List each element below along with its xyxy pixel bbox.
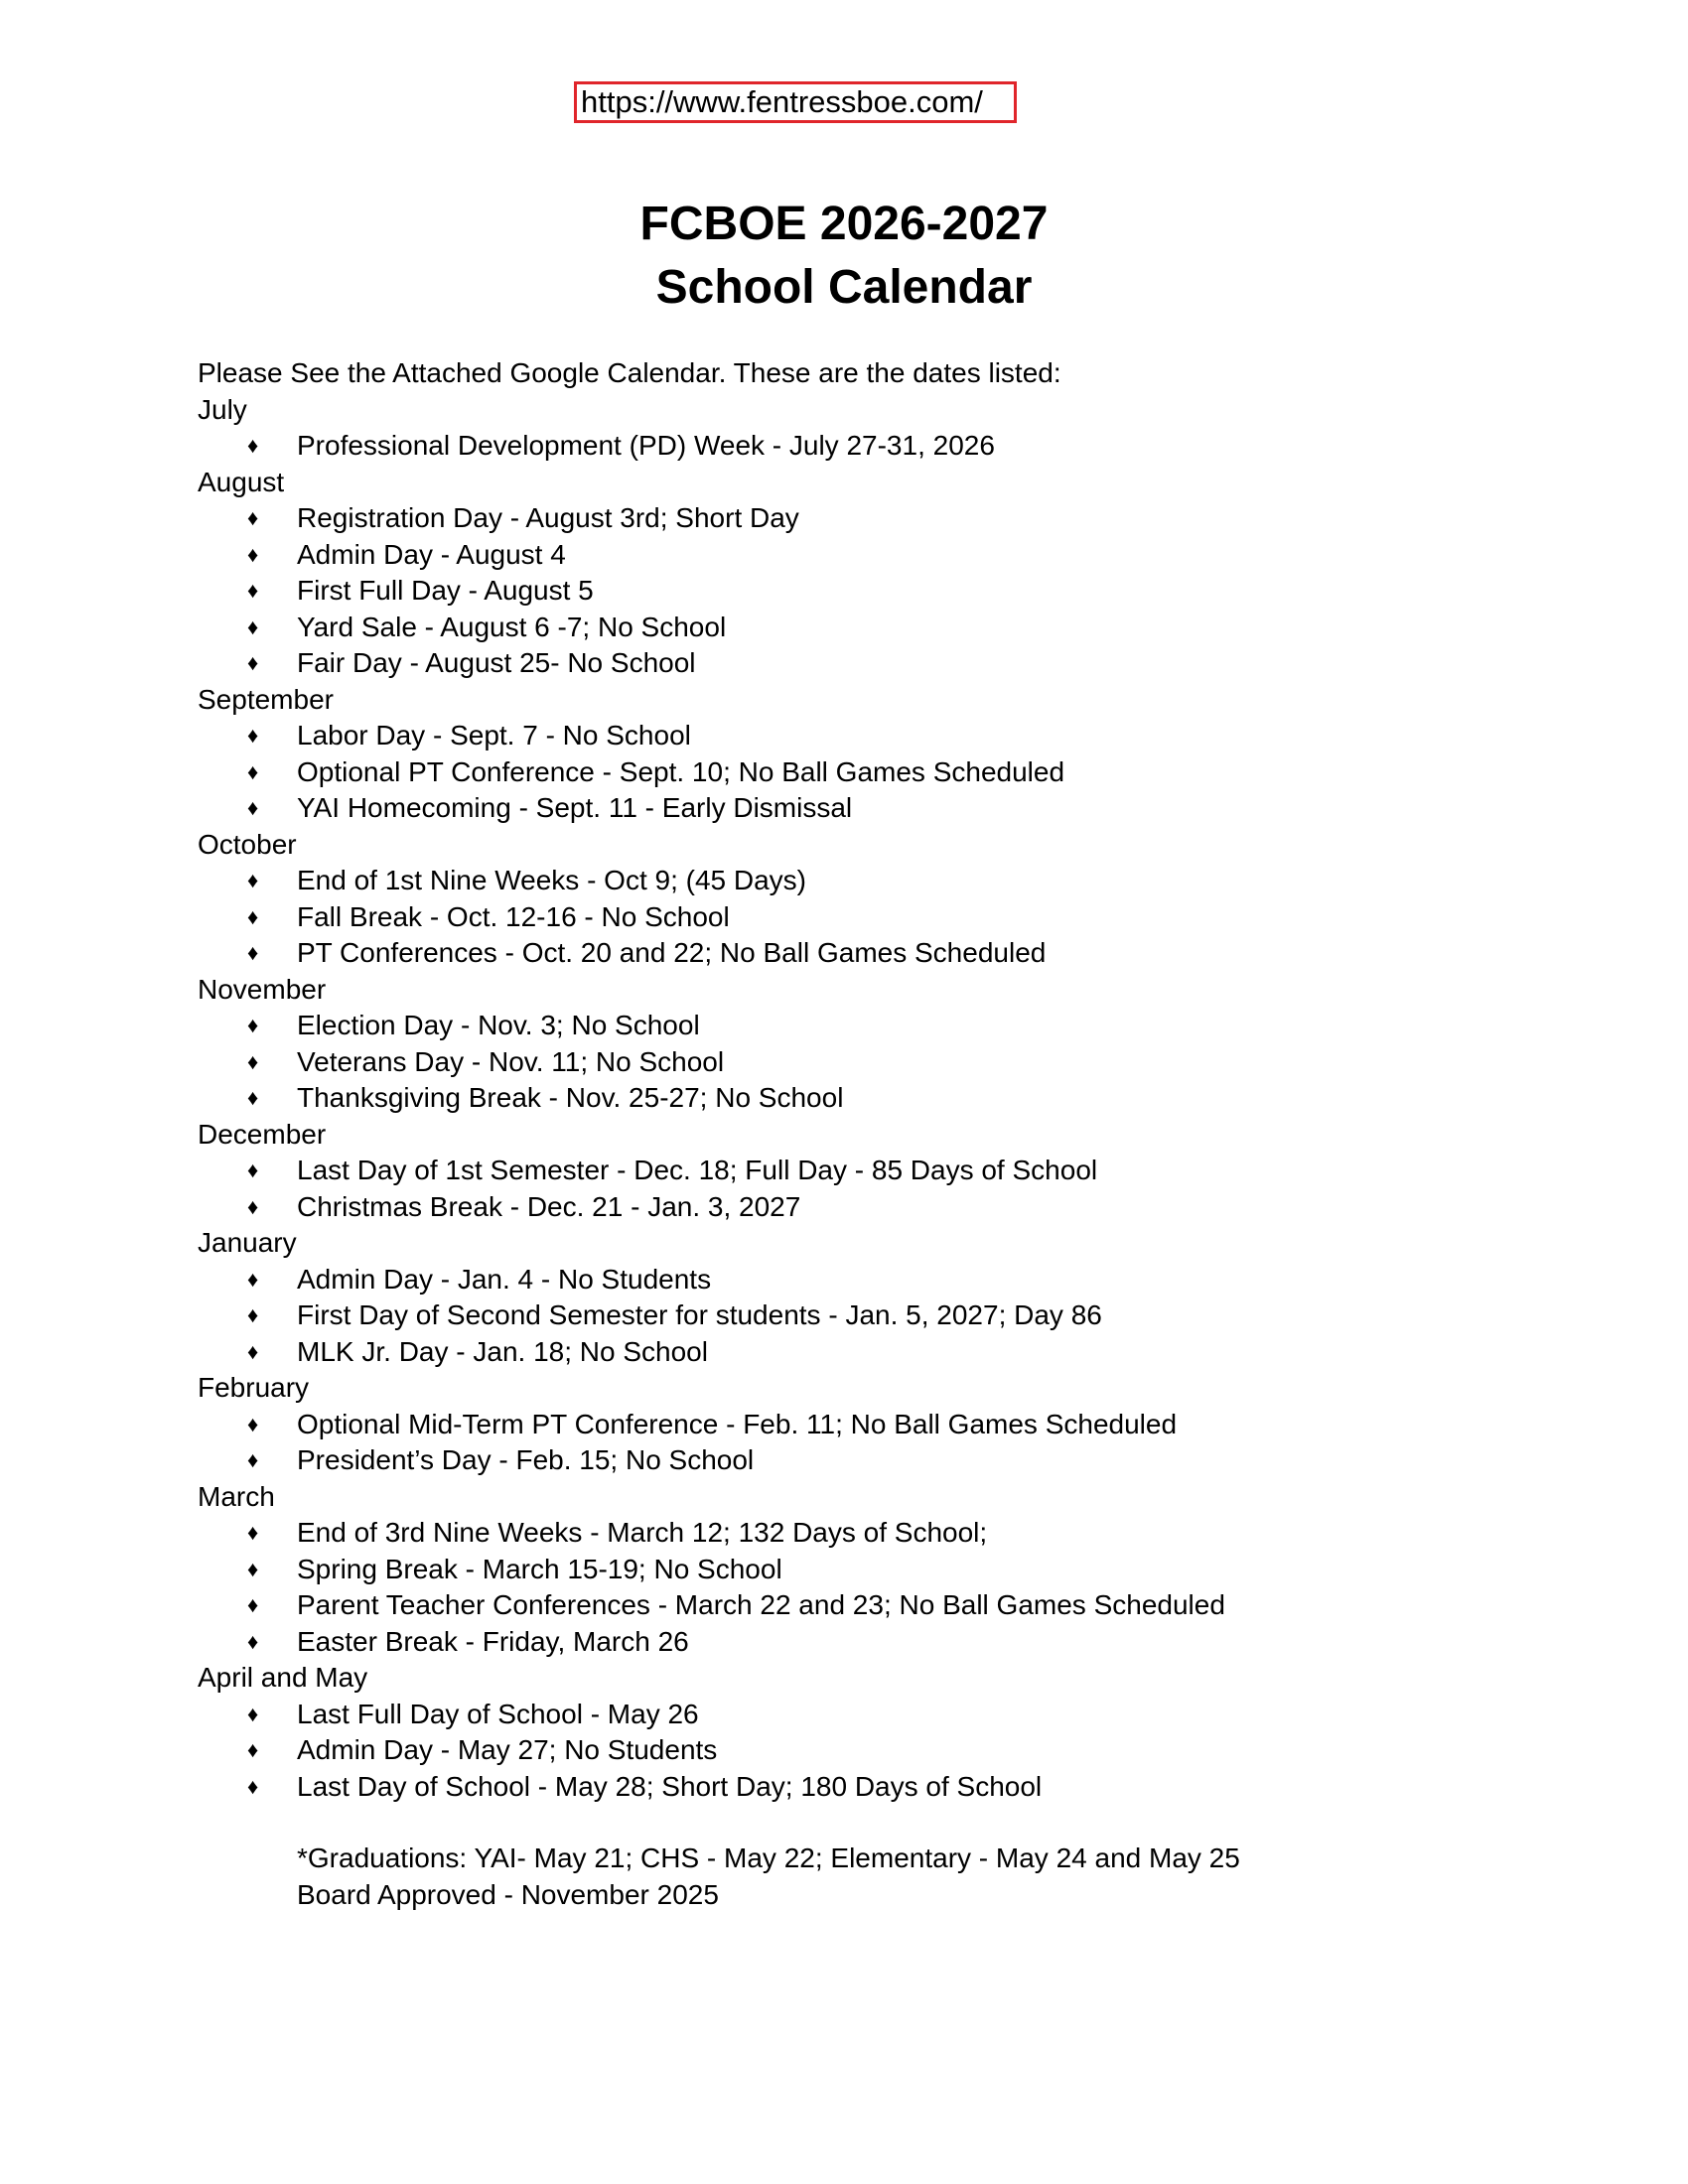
event-item (198, 754, 1588, 791)
page-title (0, 193, 1688, 320)
month-heading: April and May (198, 1662, 368, 1693)
event-item (198, 1442, 1588, 1479)
event-item (198, 863, 1588, 899)
diamond-bullet-icon: ♦ (247, 1628, 259, 1654)
event-text: Admin Day - August 4 (297, 538, 566, 570)
event-text: Professional Development (PD) Week - July 27-31, 2026 (297, 430, 995, 461)
event-text: Last Day of School - May 28; Short Day; 180 Days of School (297, 1770, 1043, 1802)
event-item (198, 1407, 1588, 1443)
diamond-bullet-icon: ♦ (247, 614, 259, 639)
event-list (198, 863, 1588, 972)
event-item (198, 718, 1588, 754)
event-item (198, 1697, 1588, 1733)
month-heading: July (198, 393, 247, 425)
diamond-bullet-icon: ♦ (247, 1447, 259, 1472)
month-heading: January (198, 1227, 297, 1258)
event-item (198, 537, 1588, 574)
event-item (198, 500, 1588, 537)
event-text: Spring Break - March 15-19; No School (297, 1553, 782, 1584)
event-text: Labor Day - Sept. 7 - No School (297, 720, 691, 751)
diamond-bullet-icon: ♦ (247, 1737, 259, 1762)
diamond-bullet-icon: ♦ (247, 1556, 259, 1581)
event-text: YAI Homecoming - Sept. 11 - Early Dismissal (297, 792, 853, 823)
graduations-note: *Graduations: YAI- May 21; CHS - May 22; Elementary - May 24 and May 25 (297, 1843, 1240, 1873)
month-section-march (198, 1479, 1588, 1661)
month-section-august (198, 465, 1588, 682)
event-text: Christmas Break - Dec. 21 - Jan. 3, 2027 (297, 1190, 801, 1222)
diamond-bullet-icon: ♦ (247, 868, 259, 892)
event-list (198, 718, 1588, 827)
footer-notes (198, 1841, 1588, 1913)
event-item (198, 1153, 1588, 1189)
diamond-bullet-icon: ♦ (247, 433, 259, 458)
diamond-bullet-icon: ♦ (247, 1338, 259, 1364)
diamond-bullet-icon: ♦ (247, 1411, 259, 1436)
event-text: Election Day - Nov. 3; No School (297, 1010, 700, 1040)
event-text: Optional Mid-Term PT Conference - Feb. 11; No Ball Games Scheduled (297, 1408, 1178, 1439)
diamond-bullet-icon: ♦ (247, 1013, 259, 1037)
event-item (198, 610, 1588, 646)
diamond-bullet-icon: ♦ (247, 795, 259, 820)
month-heading: August (198, 466, 285, 497)
event-text: Admin Day - Jan. 4 - No Students (297, 1263, 712, 1295)
month-section-february (198, 1370, 1588, 1479)
event-text: MLK Jr. Day - Jan. 18; No School (297, 1335, 708, 1367)
event-list (198, 428, 1588, 465)
month-heading: December (198, 1118, 327, 1150)
month-heading: September (198, 683, 334, 715)
event-text: Veterans Day - Nov. 11; No School (297, 1045, 725, 1077)
diamond-bullet-icon: ♦ (247, 650, 259, 675)
diamond-bullet-icon: ♦ (247, 1193, 259, 1219)
month-heading: March (198, 1480, 275, 1512)
title-line-1: FCBOE 2026-2027 (639, 198, 1049, 250)
diamond-bullet-icon: ♦ (247, 1158, 259, 1182)
event-list (198, 1697, 1588, 1806)
diamond-bullet-icon: ♦ (247, 1520, 259, 1545)
event-item (198, 1587, 1588, 1624)
event-text: Easter Break - Friday, March 26 (297, 1625, 689, 1657)
month-section-november (198, 972, 1588, 1117)
event-text: Thanksgiving Break - Nov. 25-27; No School (297, 1082, 844, 1113)
event-item (198, 428, 1588, 465)
event-text: President’s Day - Feb. 15; No School (297, 1444, 755, 1475)
diamond-bullet-icon: ♦ (247, 723, 259, 748)
event-list (198, 1515, 1588, 1660)
diamond-bullet-icon: ♦ (247, 1592, 259, 1617)
event-list (198, 1262, 1588, 1371)
calendar-content (198, 355, 1588, 1913)
event-item (198, 1008, 1588, 1044)
month-list (198, 392, 1588, 1806)
event-item (198, 1262, 1588, 1298)
event-item (198, 1080, 1588, 1117)
month-heading: November (198, 973, 327, 1005)
event-list (198, 1153, 1588, 1225)
event-text: Yard Sale - August 6 -7; No School (297, 611, 727, 642)
event-item (198, 1732, 1588, 1769)
event-item (198, 1189, 1588, 1226)
event-text: End of 1st Nine Weeks - Oct 9; (45 Days) (297, 865, 807, 895)
event-list (198, 1008, 1588, 1117)
month-section-january (198, 1225, 1588, 1370)
event-text: PT Conferences - Oct. 20 and 22; No Ball Games Scheduled (297, 937, 1047, 968)
website-link[interactable]: https://www.fentressboe.com/ (574, 81, 1017, 123)
diamond-bullet-icon: ♦ (247, 758, 259, 784)
event-item (198, 1297, 1588, 1334)
event-text: Fall Break - Oct. 12-16 - No School (297, 900, 730, 932)
event-item (198, 935, 1588, 972)
event-text: First Full Day - August 5 (297, 575, 594, 606)
diamond-bullet-icon: ♦ (247, 541, 259, 567)
month-section-october (198, 827, 1588, 972)
approval-note: Board Approved - November 2025 (297, 1878, 719, 1910)
title-line-2: School Calendar (655, 261, 1033, 314)
event-item (198, 573, 1588, 610)
event-text: Registration Day - August 3rd; Short Day (297, 502, 799, 533)
month-section-april-and-may (198, 1660, 1588, 1805)
diamond-bullet-icon: ♦ (247, 1302, 259, 1327)
event-text: Admin Day - May 27; No Students (297, 1734, 718, 1765)
event-item (198, 1769, 1588, 1806)
diamond-bullet-icon: ♦ (247, 1266, 259, 1292)
event-item (198, 1515, 1588, 1552)
diamond-bullet-icon: ♦ (247, 1048, 259, 1074)
event-list (198, 1407, 1588, 1479)
diamond-bullet-icon: ♦ (247, 1085, 259, 1110)
event-text: Optional PT Conference - Sept. 10; No Ball Games Scheduled (297, 755, 1065, 787)
event-item (198, 1552, 1588, 1588)
month-heading: October (198, 828, 297, 860)
month-section-july (198, 392, 1588, 465)
event-text: First Day of Second Semester for students - Jan. 5, 2027; Day 86 (297, 1299, 1102, 1330)
diamond-bullet-icon: ♦ (247, 1773, 259, 1799)
event-item (198, 790, 1588, 827)
event-item (198, 645, 1588, 682)
event-item (198, 1044, 1588, 1081)
month-section-december (198, 1117, 1588, 1226)
diamond-bullet-icon: ♦ (247, 578, 259, 603)
diamond-bullet-icon: ♦ (247, 903, 259, 929)
event-text: Last Day of 1st Semester - Dec. 18; Full Day - 85 Days of School (297, 1155, 1098, 1185)
event-text: End of 3rd Nine Weeks - March 12; 132 Days of School; (297, 1517, 988, 1548)
event-text: Parent Teacher Conferences - March 22 and 23; No Ball Games Scheduled (297, 1589, 1225, 1620)
event-item (198, 1334, 1588, 1371)
diamond-bullet-icon: ♦ (247, 505, 259, 530)
event-text: Last Full Day of School - May 26 (297, 1698, 699, 1729)
event-text: Fair Day - August 25- No School (297, 647, 696, 678)
diamond-bullet-icon: ♦ (247, 940, 259, 965)
event-item (198, 899, 1588, 936)
month-heading: February (198, 1372, 310, 1403)
diamond-bullet-icon: ♦ (247, 1701, 259, 1726)
event-item (198, 1624, 1588, 1661)
intro-text: Please See the Attached Google Calendar. These are the dates listed: (198, 357, 1061, 388)
month-section-september (198, 682, 1588, 827)
event-list (198, 500, 1588, 682)
